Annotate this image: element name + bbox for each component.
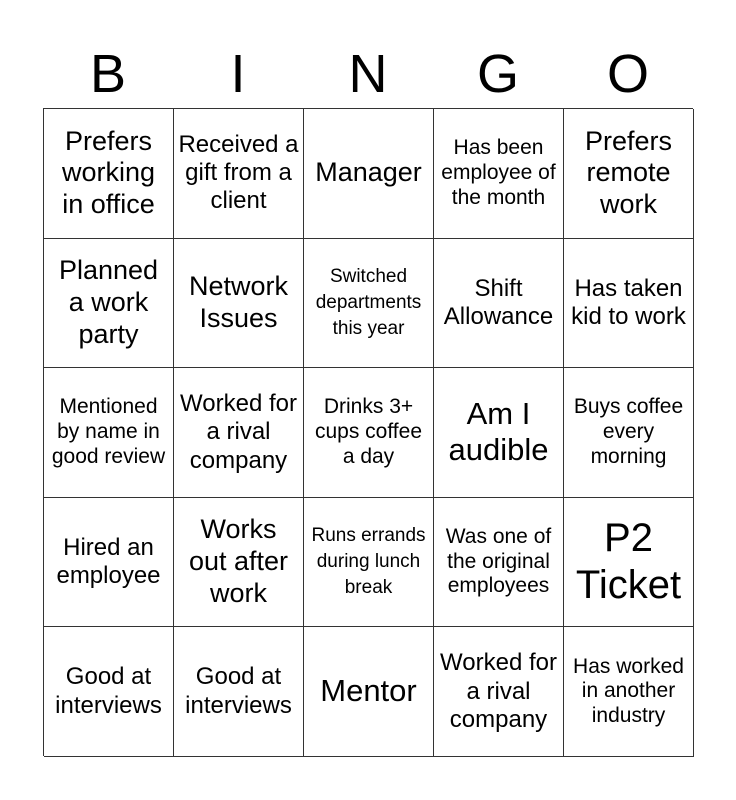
bingo-cell[interactable]	[44, 109, 174, 239]
bingo-board	[43, 108, 693, 756]
bingo-cell-text: Was one of the original employees	[445, 524, 552, 598]
bingo-cell-text: Hired an employee	[56, 533, 161, 590]
header-letter-o: O	[606, 44, 649, 104]
bingo-cell[interactable]	[434, 368, 564, 498]
bingo-cell-text: Drinks 3+ cups coffee a day	[314, 395, 423, 468]
bingo-cell[interactable]	[44, 627, 174, 757]
bingo-cell[interactable]	[304, 239, 434, 369]
bingo-cell[interactable]	[304, 627, 434, 757]
bingo-cell-text: Prefers remote work	[584, 125, 673, 220]
bingo-cell-text: P2 Ticket	[575, 515, 682, 608]
bingo-cell-text: Worked for a rival company	[180, 390, 297, 474]
bingo-cell-text: Mentor	[320, 673, 417, 709]
header-letter-g: G	[476, 44, 519, 104]
bingo-cell-text: Worked for a rival company	[440, 649, 557, 733]
bingo-cell-text: Prefers working in office	[61, 125, 156, 220]
bingo-cell[interactable]	[174, 627, 304, 757]
bingo-cell[interactable]	[174, 109, 304, 239]
bingo-cell-text: Good at interviews	[55, 663, 162, 719]
bingo-cell[interactable]	[174, 498, 304, 628]
bingo-cell-text: Manager	[315, 157, 422, 188]
bingo-cell[interactable]	[434, 498, 564, 628]
bingo-cell-text: Shift Allowance	[443, 274, 554, 330]
header-letter-b: B	[89, 44, 127, 104]
bingo-cell[interactable]	[174, 368, 304, 498]
bingo-cell[interactable]	[564, 239, 694, 369]
bingo-cell[interactable]	[44, 239, 174, 369]
bingo-cell[interactable]	[564, 368, 694, 498]
bingo-cell[interactable]	[304, 498, 434, 628]
bingo-cell[interactable]	[304, 368, 434, 498]
bingo-cell[interactable]	[44, 368, 174, 498]
bingo-cell-text: Works out after work	[188, 514, 289, 608]
bingo-cell-text: Runs errands during lunch break	[311, 524, 426, 599]
bingo-cell[interactable]	[564, 109, 694, 239]
header-letter-n: N	[348, 44, 388, 104]
bingo-cell[interactable]	[564, 627, 694, 757]
bingo-cell-text: Has worked in another industry	[573, 654, 684, 728]
header-letter-i: I	[230, 44, 246, 104]
bingo-cell-text: Switched departments this year	[315, 265, 422, 339]
bingo-cell-text: Planned a work party	[58, 255, 159, 349]
bingo-cell-text: Mentioned by name in good review	[51, 395, 166, 468]
bingo-cell[interactable]	[304, 109, 434, 239]
bingo-cell[interactable]	[44, 498, 174, 628]
bingo-cell-text: Has been employee of the month	[441, 136, 556, 209]
bingo-cell[interactable]	[174, 239, 304, 369]
bingo-cell-text: Received a gift from a client	[178, 130, 299, 215]
bingo-header	[43, 42, 693, 106]
bingo-cell[interactable]	[564, 498, 694, 628]
bingo-cell[interactable]	[434, 627, 564, 757]
bingo-cell-text: Buys coffee every morning	[573, 395, 684, 468]
bingo-cell-text: Am I audible	[448, 395, 549, 468]
bingo-cell-text: Has taken kid to work	[571, 274, 686, 330]
bingo-cell-text: Good at interviews	[185, 663, 292, 719]
bingo-cell[interactable]	[434, 239, 564, 369]
bingo-cell[interactable]	[434, 109, 564, 239]
bingo-cell-text: Network Issues	[188, 271, 289, 333]
